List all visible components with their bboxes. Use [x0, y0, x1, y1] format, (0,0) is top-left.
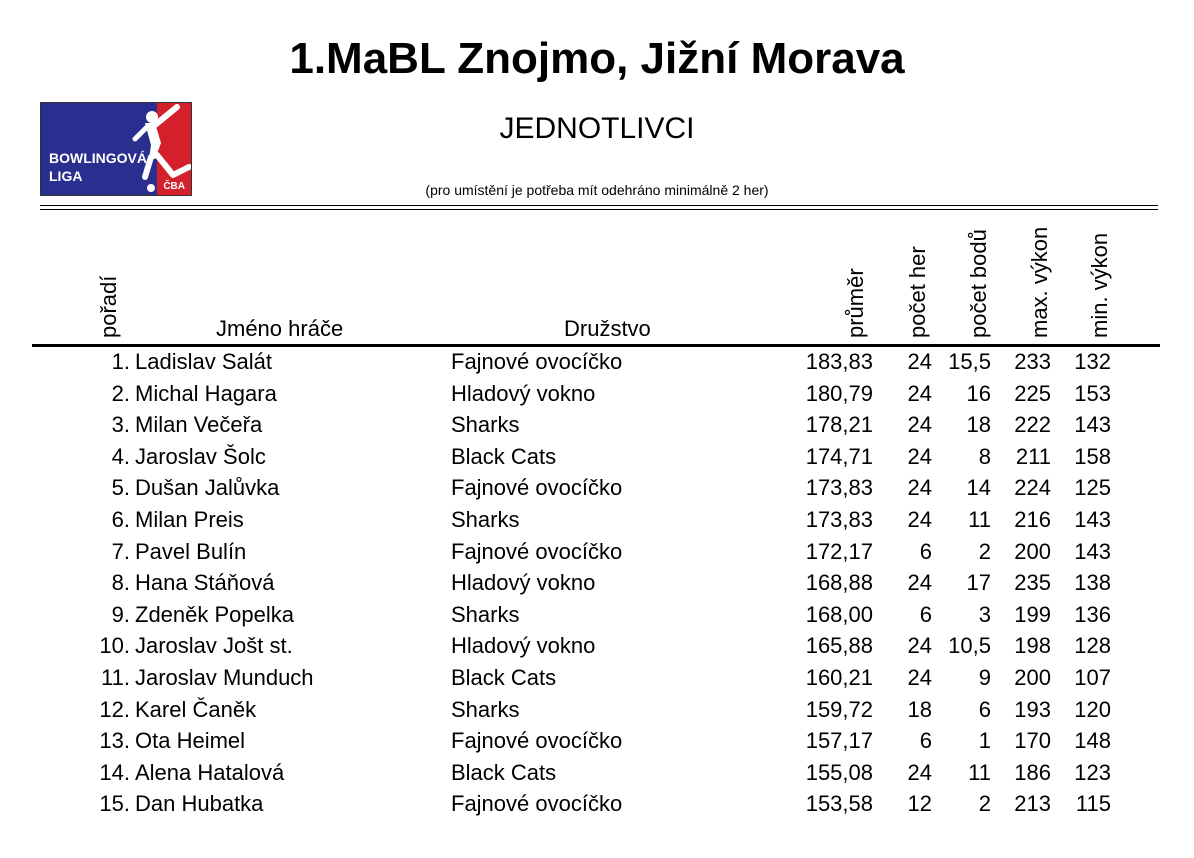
team-cell: Hladový vokno: [451, 380, 596, 406]
col-header-team: Družstvo: [564, 316, 651, 341]
rank-cell: 2.: [111, 380, 130, 406]
player-name-cell: Dušan Jalůvka: [135, 475, 280, 501]
min-score-cell: 143: [1074, 507, 1111, 532]
average-cell: 173,83: [805, 507, 873, 532]
table-row: [0, 472, 1194, 503]
points-cell: 10,5: [948, 633, 991, 659]
col-header-rank: pořadí: [96, 275, 121, 338]
points-cell: 2: [978, 538, 991, 564]
header-divider-bottom: [40, 209, 1158, 210]
player-name-cell: Jaroslav Šolc: [135, 443, 266, 469]
games-cell: 18: [907, 696, 932, 722]
rank-cell: 9.: [111, 601, 130, 627]
average-cell: 168,88: [805, 570, 873, 596]
min-score-cell: 107: [1074, 665, 1111, 690]
points-cell: 16: [966, 380, 991, 406]
header-divider-top: [40, 205, 1158, 206]
rank-cell: 11.: [101, 665, 130, 690]
col-header-min: min. výkon: [1087, 232, 1112, 338]
games-cell: 24: [907, 475, 932, 501]
rank-cell: 5.: [111, 475, 130, 501]
player-name-cell: Alena Hatalová: [135, 759, 285, 785]
min-score-cell: 143: [1074, 538, 1111, 564]
average-cell: 160,21: [805, 665, 873, 690]
min-score-cell: 143: [1074, 412, 1111, 438]
rank-cell: 4.: [111, 443, 130, 469]
table-row: [0, 599, 1194, 630]
min-score-cell: 153: [1074, 380, 1111, 406]
table-row: [0, 788, 1194, 819]
team-cell: Sharks: [451, 601, 520, 627]
rank-cell: 6.: [111, 507, 130, 532]
min-score-cell: 148: [1074, 728, 1111, 754]
table-row: [0, 441, 1194, 472]
team-cell: Black Cats: [451, 759, 557, 785]
rank-cell: 8.: [111, 570, 130, 596]
table-row: [0, 346, 1194, 377]
max-score-cell: 233: [1014, 349, 1051, 374]
team-cell: Hladový vokno: [451, 570, 596, 596]
games-cell: 24: [907, 380, 932, 406]
player-name-cell: Michal Hagara: [135, 380, 277, 406]
min-score-cell: 120: [1074, 696, 1111, 722]
logo-badge: ČBA: [163, 181, 185, 192]
points-cell: 6: [978, 696, 991, 722]
table-row: [0, 409, 1194, 440]
col-header-games: počet her: [905, 246, 930, 338]
table-row: [0, 662, 1194, 693]
table-row: [0, 725, 1194, 756]
games-cell: 24: [907, 349, 932, 374]
max-score-cell: 200: [1014, 538, 1051, 564]
qualification-note: (pro umístění je potřeba mít odehráno minimálně 2 her): [425, 182, 769, 198]
player-name-cell: Ladislav Salát: [135, 349, 272, 374]
max-score-cell: 216: [1014, 507, 1051, 532]
player-name-cell: Milan Večeřa: [135, 412, 263, 438]
points-cell: 17: [966, 570, 991, 596]
average-cell: 183,83: [805, 349, 873, 374]
team-cell: Black Cats: [451, 665, 557, 690]
games-cell: 24: [907, 507, 932, 532]
points-cell: 1: [978, 728, 991, 754]
min-score-cell: 125: [1074, 475, 1111, 501]
logo-label: [49, 149, 147, 185]
col-header-max: max. výkon: [1027, 226, 1052, 338]
rank-cell: 13.: [99, 728, 130, 754]
table-row: [0, 504, 1194, 535]
average-cell: 168,00: [805, 601, 873, 627]
max-score-cell: 198: [1014, 633, 1051, 659]
games-cell: 24: [907, 412, 932, 438]
games-cell: 24: [907, 570, 932, 596]
team-cell: Sharks: [451, 696, 520, 722]
points-cell: 9: [978, 665, 991, 690]
rank-cell: 3.: [111, 412, 130, 438]
table-row: [0, 378, 1194, 409]
average-cell: 157,17: [805, 728, 873, 754]
games-cell: 6: [919, 538, 932, 564]
points-cell: 3: [978, 601, 991, 627]
points-cell: 14: [966, 475, 991, 501]
logo-line-1: BOWLINGOVÁ: [49, 150, 147, 166]
points-cell: 2: [978, 791, 991, 817]
max-score-cell: 199: [1014, 601, 1051, 627]
min-score-cell: 138: [1074, 570, 1111, 596]
max-score-cell: 211: [1015, 443, 1051, 469]
games-cell: 6: [919, 728, 932, 754]
team-cell: Fajnové ovocíčko: [451, 349, 623, 374]
min-score-cell: 136: [1074, 601, 1111, 627]
player-name-cell: Jaroslav Munduch: [135, 665, 314, 690]
team-cell: Black Cats: [451, 443, 557, 469]
average-cell: 180,79: [805, 380, 873, 406]
average-cell: 174,71: [805, 443, 873, 469]
max-score-cell: 224: [1014, 475, 1051, 501]
team-cell: Fajnové ovocíčko: [451, 728, 623, 754]
points-cell: 8: [978, 443, 991, 469]
average-cell: 153,58: [805, 791, 873, 817]
table-row: [0, 630, 1194, 661]
average-cell: 173,83: [805, 475, 873, 501]
max-score-cell: 225: [1014, 380, 1051, 406]
max-score-cell: 200: [1014, 665, 1051, 690]
team-cell: Sharks: [451, 507, 520, 532]
points-cell: 11: [968, 507, 991, 532]
rank-cell: 7.: [111, 538, 130, 564]
rank-cell: 15.: [99, 791, 130, 817]
table-row: [0, 757, 1194, 788]
average-cell: 155,08: [805, 759, 873, 785]
points-cell: 18: [966, 412, 991, 438]
max-score-cell: 193: [1014, 696, 1051, 722]
col-header-points: počet bodů: [966, 229, 991, 338]
player-name-cell: Milan Preis: [135, 507, 244, 532]
player-name-cell: Zdeněk Popelka: [135, 601, 294, 627]
logo-line-2: LIGA: [49, 168, 83, 184]
min-score-cell: 132: [1074, 349, 1111, 374]
average-cell: 165,88: [805, 633, 873, 659]
page-subtitle: JEDNOTLIVCI: [499, 112, 695, 145]
max-score-cell: 170: [1014, 728, 1051, 754]
table-row: [0, 536, 1194, 567]
average-cell: 178,21: [805, 412, 873, 438]
min-score-cell: 128: [1074, 633, 1111, 659]
games-cell: 24: [907, 443, 932, 469]
player-name-cell: Pavel Bulín: [135, 538, 247, 564]
max-score-cell: 222: [1014, 412, 1051, 438]
games-cell: 24: [907, 665, 932, 690]
page-title: 1.MaBL Znojmo, Jižní Morava: [289, 34, 905, 83]
points-cell: 15,5: [948, 349, 991, 374]
player-name-cell: Hana Stáňová: [135, 570, 275, 596]
max-score-cell: 186: [1014, 759, 1051, 785]
points-cell: 11: [968, 759, 991, 785]
min-score-cell: 123: [1074, 759, 1111, 785]
games-cell: 24: [907, 633, 932, 659]
games-cell: 6: [919, 601, 932, 627]
games-cell: 12: [907, 791, 932, 817]
max-score-cell: 213: [1014, 791, 1051, 817]
table-row: [0, 567, 1194, 598]
average-cell: 172,17: [805, 538, 873, 564]
player-name-cell: Dan Hubatka: [135, 791, 264, 817]
min-score-cell: 158: [1074, 443, 1111, 469]
average-cell: 159,72: [805, 696, 873, 722]
team-cell: Fajnové ovocíčko: [451, 538, 623, 564]
player-name-cell: Ota Heimel: [135, 728, 246, 754]
rank-cell: 1.: [111, 349, 130, 374]
team-cell: Fajnové ovocíčko: [451, 791, 623, 817]
rank-cell: 10.: [99, 633, 130, 659]
rank-cell: 12.: [99, 696, 130, 722]
games-cell: 24: [907, 759, 932, 785]
team-cell: Fajnové ovocíčko: [451, 475, 623, 501]
player-name-cell: Karel Čaněk: [135, 696, 257, 722]
player-name-cell: Jaroslav Jošt st.: [135, 633, 293, 659]
team-cell: Hladový vokno: [451, 633, 596, 659]
col-header-average: průměr: [843, 268, 868, 338]
min-score-cell: 115: [1075, 791, 1111, 817]
table-row: [0, 694, 1194, 725]
team-cell: Sharks: [451, 412, 520, 438]
max-score-cell: 235: [1014, 570, 1051, 596]
rank-cell: 14.: [99, 759, 130, 785]
col-header-name: Jméno hráče: [216, 316, 344, 341]
